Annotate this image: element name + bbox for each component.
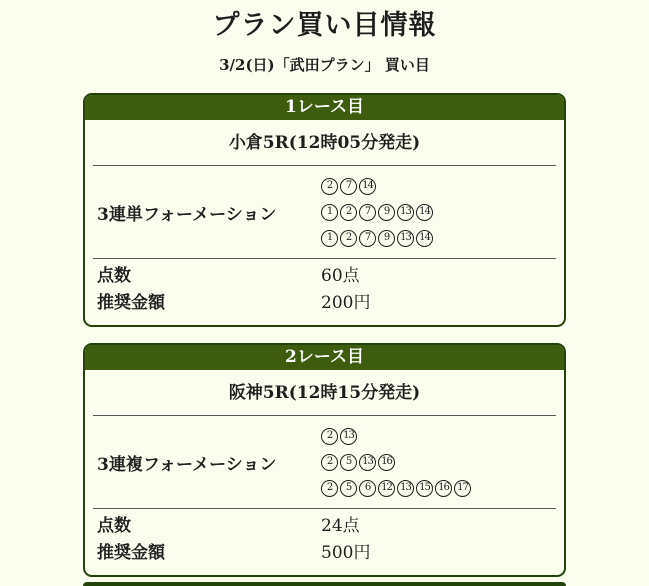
- horse-number-circle: 2: [340, 204, 357, 221]
- race-2-formation-numbers: [321, 423, 564, 501]
- horse-number-circle: 5: [340, 480, 357, 497]
- horse-number-circle: 7: [340, 178, 357, 195]
- horse-number-circle: 1: [321, 204, 338, 221]
- next-card-peek: [83, 582, 566, 586]
- formation-line-2: [321, 199, 564, 225]
- horse-number-circle: 1: [321, 230, 338, 247]
- horse-number-circle: 5: [340, 454, 357, 471]
- horse-number-circle: 13: [359, 454, 376, 471]
- race-1-bet-type-label: 3連単フォーメーション: [97, 204, 277, 225]
- horse-number-circle: 7: [359, 204, 376, 221]
- amount-row: [97, 540, 564, 567]
- points-row: [97, 263, 564, 290]
- points-value: 24点: [321, 516, 360, 536]
- amount-value: 200円: [321, 293, 371, 313]
- horse-number-circle: 13: [397, 204, 414, 221]
- page-subtitle: 3/2(日)「武田プラン」 買い目: [219, 56, 430, 74]
- points-value: 60点: [321, 266, 360, 286]
- amount-value: 500円: [321, 543, 371, 563]
- points-label: 点数: [97, 266, 131, 286]
- formation-line-2: [321, 449, 564, 475]
- horse-number-circle: 2: [321, 480, 338, 497]
- horse-number-circle: 17: [454, 480, 471, 497]
- race-2-stats: [85, 509, 564, 575]
- horse-number-circle: 2: [321, 454, 338, 471]
- race-card-2: [83, 343, 566, 577]
- race-card-1-header: 1レース目: [85, 95, 564, 120]
- horse-number-circle: 14: [416, 204, 433, 221]
- formation-line-1: [321, 423, 564, 449]
- amount-label: 推奨金額: [97, 543, 165, 563]
- race-1-name: 小倉5R(12時05分発走): [228, 133, 421, 153]
- horse-number-circle: 14: [416, 230, 433, 247]
- formation-line-1: [321, 173, 564, 199]
- amount-row: [97, 290, 564, 317]
- horse-number-circle: 9: [378, 204, 395, 221]
- race-2-formation-row: [85, 416, 564, 508]
- race-2-bet-type-label: 3連複フォーメーション: [97, 454, 277, 475]
- race-card-1: [83, 93, 566, 327]
- formation-line-3: [321, 225, 564, 251]
- horse-number-circle: 12: [378, 480, 395, 497]
- horse-number-circle: 2: [321, 178, 338, 195]
- race-2-name: 阪神5R(12時15分発走): [228, 383, 421, 403]
- horse-number-circle: 13: [340, 428, 357, 445]
- race-1-stats: [85, 259, 564, 325]
- points-row: [97, 513, 564, 540]
- formation-line-3: [321, 475, 564, 501]
- points-label: 点数: [97, 516, 131, 536]
- race-1-formation-numbers: [321, 173, 564, 251]
- horse-number-circle: 2: [321, 428, 338, 445]
- horse-number-circle: 16: [435, 480, 452, 497]
- horse-number-circle: 14: [359, 178, 376, 195]
- horse-number-circle: 13: [397, 480, 414, 497]
- horse-number-circle: 15: [416, 480, 433, 497]
- horse-number-circle: 9: [378, 230, 395, 247]
- amount-label: 推奨金額: [97, 293, 165, 313]
- horse-number-circle: 16: [378, 454, 395, 471]
- horse-number-circle: 6: [359, 480, 376, 497]
- race-1-formation-row: [85, 166, 564, 258]
- page-title: プラン買い目情報: [212, 10, 437, 41]
- race-card-2-header: 2レース目: [85, 345, 564, 370]
- horse-number-circle: 2: [340, 230, 357, 247]
- horse-number-circle: 13: [397, 230, 414, 247]
- horse-number-circle: 7: [359, 230, 376, 247]
